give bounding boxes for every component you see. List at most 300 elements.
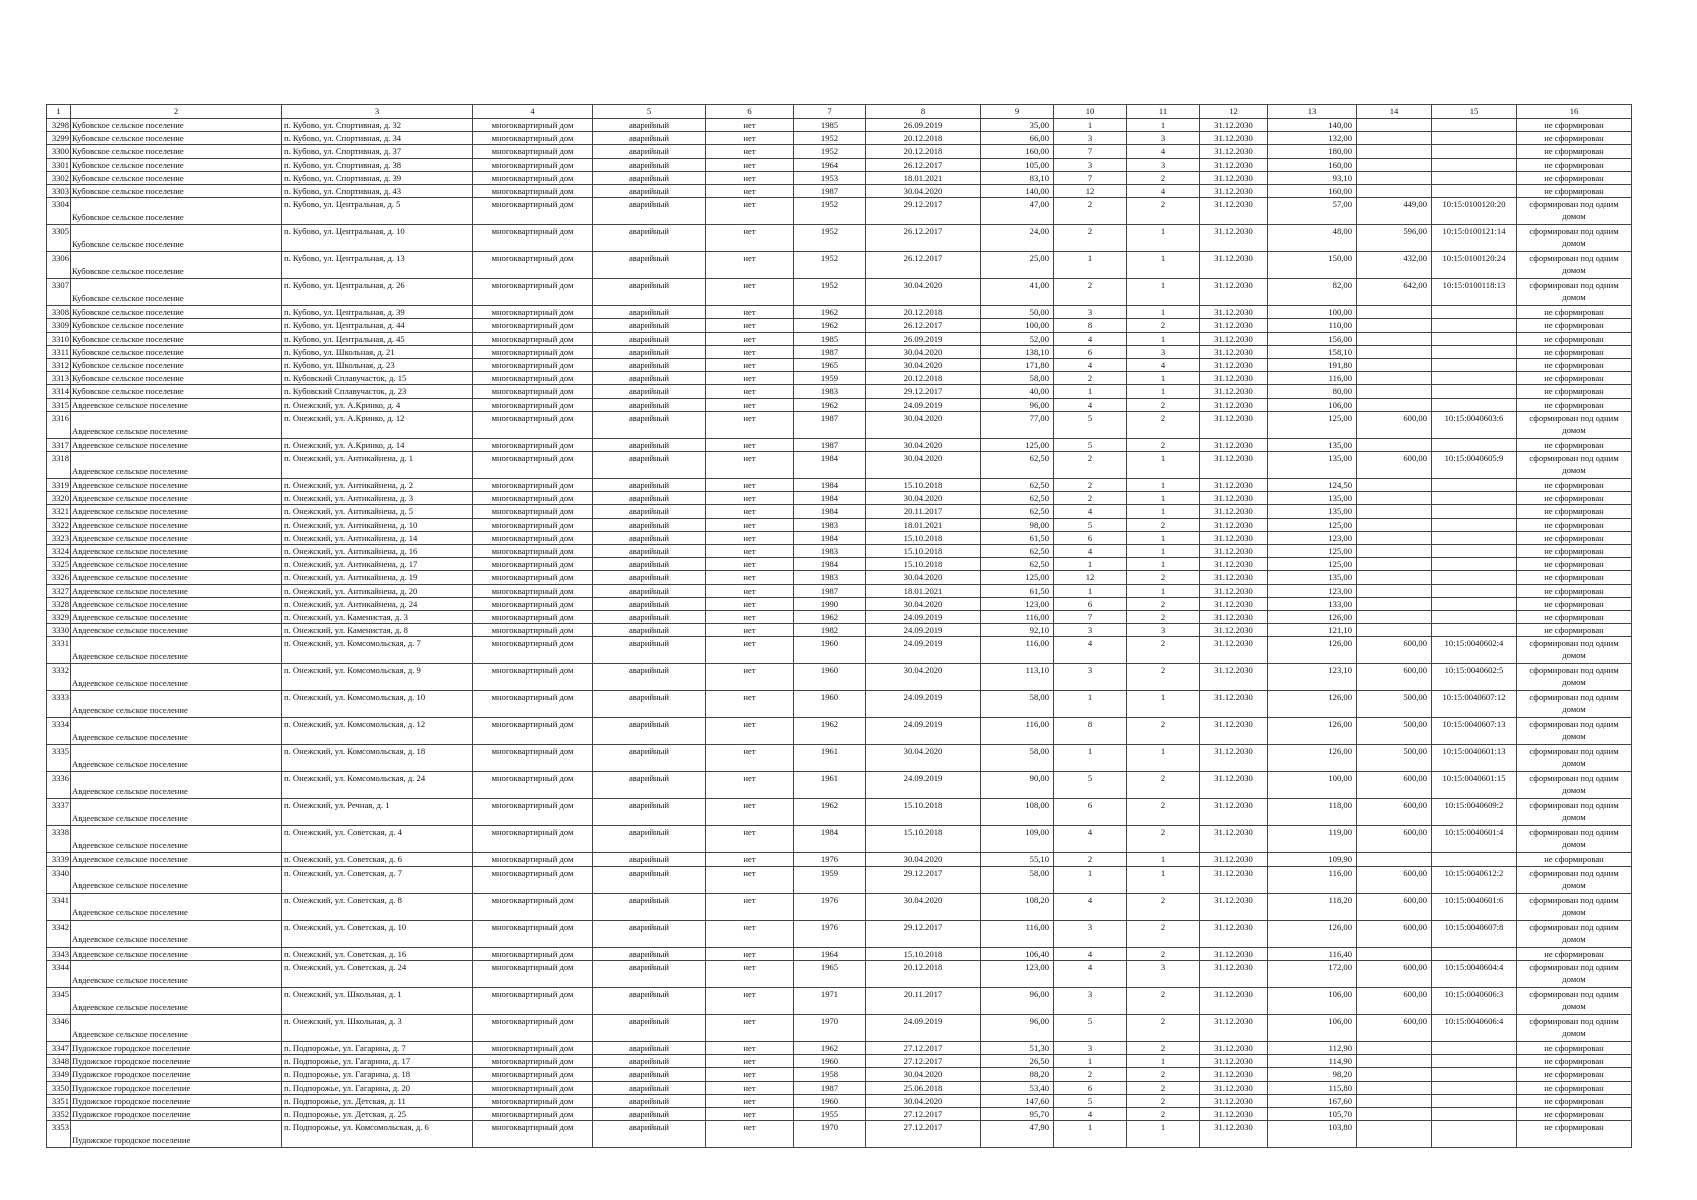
cell-cadastral-number: 10:15:0100120:24 [1432,252,1517,279]
cell-land-status: не сформирован [1517,171,1632,184]
cell-total-area: 126,00 [1268,745,1357,772]
cell-cadastral-number: 10:15:0040607:13 [1432,718,1517,745]
cell-flag: нет [706,1055,794,1068]
table-row [47,691,1632,718]
cell-condition: аварийный [593,345,706,358]
cell-building-type: многоквартирный дом [473,1014,593,1041]
cell-residents: 4 [1054,398,1127,411]
cell-residents: 4 [1054,637,1127,664]
cell-apartments: 3 [1127,158,1200,171]
cell-settlement: Авдеевское сельское поселение [71,492,282,505]
cell-deadline: 31.12.2030 [1200,411,1268,438]
cell-address: п. Онежский, ул. Школьная, д. 1 [282,987,473,1014]
cell-land-status: не сформирован [1517,853,1632,866]
cell-condition: аварийный [593,1041,706,1054]
cell-building-type: многоквартирный дом [473,359,593,372]
cell-condition: аварийный [593,772,706,799]
cell-land-status: не сформирован [1517,132,1632,145]
cell-date: 15.10.2018 [866,826,981,853]
cell-building-type: многоквартирный дом [473,637,593,664]
cell-building-type: многоквартирный дом [473,198,593,225]
cell-row-number: 3313 [47,372,71,385]
cell-residents: 3 [1054,158,1127,171]
table-row [47,492,1632,505]
cell-apartments: 2 [1127,718,1200,745]
cell-land-status: не сформирован [1517,1041,1632,1054]
cell-condition: аварийный [593,1121,706,1148]
cell-settlement: Пудожское городское поселение [71,1107,282,1120]
cell-cadastral-number [1432,385,1517,398]
cell-address: п. Подпорожье, ул. Детская, д. 11 [282,1094,473,1107]
cell-address: п. Подпорожье, ул. Гагарина, д. 7 [282,1041,473,1054]
cell-land-status: не сформирован [1517,145,1632,158]
cell-total-area: 57,00 [1268,198,1357,225]
cell-flag: нет [706,171,794,184]
cell-address: п. Кубово, ул. Школьная, д. 23 [282,359,473,372]
cell-land-area [1357,505,1432,518]
cell-total-area: 191,80 [1268,359,1357,372]
cell-condition: аварийный [593,1094,706,1107]
cell-row-number: 3316 [47,411,71,438]
table-row [47,332,1632,345]
table-row [47,279,1632,306]
cell-building-type: многоквартирный дом [473,332,593,345]
cell-deadline: 31.12.2030 [1200,531,1268,544]
cell-year: 1960 [794,1094,866,1107]
cell-area: 58,00 [981,691,1054,718]
cell-settlement: Кубовское сельское поселение [71,279,282,306]
cell-land-status: сформирован под одним домом [1517,745,1632,772]
cell-residents: 1 [1054,385,1127,398]
cell-area: 50,00 [981,306,1054,319]
cell-condition: аварийный [593,332,706,345]
cell-cadastral-number [1432,119,1517,132]
cell-total-area: 125,00 [1268,558,1357,571]
cell-land-area: 600,00 [1357,987,1432,1014]
cell-apartments: 3 [1127,960,1200,987]
table-row [47,960,1632,987]
cell-total-area: 98,20 [1268,1068,1357,1081]
cell-date: 30.04.2020 [866,279,981,306]
cell-year: 1960 [794,664,866,691]
cell-condition: аварийный [593,145,706,158]
cell-date: 29.12.2017 [866,198,981,225]
cell-total-area: 118,00 [1268,799,1357,826]
cell-address: п. Подпорожье, ул. Детская, д. 25 [282,1107,473,1120]
cell-deadline: 31.12.2030 [1200,947,1268,960]
cell-land-area [1357,531,1432,544]
cell-flag: нет [706,1081,794,1094]
cell-area: 116,00 [981,611,1054,624]
cell-address: п. Кубово, ул. Спортивная, д. 37 [282,145,473,158]
cell-settlement: Кубовское сельское поселение [71,171,282,184]
cell-flag: нет [706,1121,794,1148]
cell-deadline: 31.12.2030 [1200,372,1268,385]
table-row [47,158,1632,171]
table-row [47,185,1632,198]
cell-building-type: многоквартирный дом [473,799,593,826]
cell-date: 18.01.2021 [866,171,981,184]
cell-apartments: 2 [1127,637,1200,664]
cell-condition: аварийный [593,198,706,225]
cell-building-type: многоквартирный дом [473,492,593,505]
cell-deadline: 31.12.2030 [1200,452,1268,479]
cell-cadastral-number [1432,1121,1517,1148]
cell-flag: нет [706,252,794,279]
cell-area: 55,10 [981,853,1054,866]
cell-address: п. Онежский, ул. Антикайнена, д. 19 [282,571,473,584]
cell-total-area: 100,00 [1268,772,1357,799]
cell-land-area [1357,145,1432,158]
cell-building-type: многоквартирный дом [473,1121,593,1148]
cell-apartments: 2 [1127,987,1200,1014]
cell-settlement: Пудожское городское поселение [71,1068,282,1081]
cell-land-area [1357,1081,1432,1094]
cell-row-number: 3321 [47,505,71,518]
cell-apartments: 2 [1127,1014,1200,1041]
cell-address: п. Кубово, ул. Центральная, д. 39 [282,306,473,319]
cell-flag: нет [706,319,794,332]
cell-land-status: сформирован под одним домом [1517,718,1632,745]
cell-land-status: не сформирован [1517,531,1632,544]
cell-building-type: многоквартирный дом [473,306,593,319]
cell-residents: 6 [1054,597,1127,610]
cell-building-type: многоквартирный дом [473,279,593,306]
cell-row-number: 3330 [47,624,71,637]
cell-flag: нет [706,718,794,745]
cell-year: 1953 [794,171,866,184]
cell-area: 88,20 [981,1068,1054,1081]
cell-cadastral-number [1432,853,1517,866]
cell-land-area [1357,332,1432,345]
cell-row-number: 3352 [47,1107,71,1120]
cell-date: 15.10.2018 [866,558,981,571]
cell-apartments: 1 [1127,853,1200,866]
cell-apartments: 2 [1127,597,1200,610]
cell-settlement: Кубовское сельское поселение [71,185,282,198]
cell-address: п. Подпорожье, ул. Гагарина, д. 17 [282,1055,473,1068]
cell-year: 1984 [794,558,866,571]
table-row [47,772,1632,799]
cell-area: 100,00 [981,319,1054,332]
cell-area: 41,00 [981,279,1054,306]
cell-residents: 1 [1054,691,1127,718]
cell-apartments: 3 [1127,624,1200,637]
table-row [47,745,1632,772]
cell-building-type: многоквартирный дом [473,225,593,252]
cell-address: п. Онежский, ул. Советская, д. 16 [282,947,473,960]
cell-total-area: 93,10 [1268,171,1357,184]
cell-cadastral-number: 10:15:0040601:4 [1432,826,1517,853]
cell-flag: нет [706,1041,794,1054]
cell-area: 66,00 [981,132,1054,145]
cell-date: 20.12.2018 [866,960,981,987]
cell-address: п. Онежский, ул. Речная, д. 1 [282,799,473,826]
cell-total-area: 123,00 [1268,531,1357,544]
cell-deadline: 31.12.2030 [1200,1068,1268,1081]
cell-residents: 4 [1054,826,1127,853]
cell-land-status: сформирован под одним домом [1517,411,1632,438]
cell-year: 1984 [794,479,866,492]
cell-building-type: многоквартирный дом [473,772,593,799]
cell-area: 62,50 [981,558,1054,571]
cell-flag: нет [706,158,794,171]
cell-building-type: многоквартирный дом [473,372,593,385]
cell-land-status: не сформирован [1517,1081,1632,1094]
cell-land-status: сформирован под одним домом [1517,799,1632,826]
cell-settlement: Пудожское городское поселение [71,1094,282,1107]
cell-area: 96,00 [981,987,1054,1014]
cell-year: 1960 [794,637,866,664]
cell-area: 108,00 [981,799,1054,826]
cell-row-number: 3344 [47,960,71,987]
cell-total-area: 140,00 [1268,119,1357,132]
cell-building-type: многоквартирный дом [473,319,593,332]
cell-address: п. Кубово, ул. Спортивная, д. 39 [282,171,473,184]
cell-deadline: 31.12.2030 [1200,1041,1268,1054]
cell-land-status: сформирован под одним домом [1517,225,1632,252]
table-row [47,597,1632,610]
cell-apartments: 2 [1127,1107,1200,1120]
cell-settlement: Кубовское сельское поселение [71,359,282,372]
cell-land-status: не сформирован [1517,398,1632,411]
cell-settlement: Кубовское сельское поселение [71,372,282,385]
cell-building-type: многоквартирный дом [473,252,593,279]
cell-deadline: 31.12.2030 [1200,691,1268,718]
cell-apartments: 2 [1127,438,1200,451]
cell-date: 25.06.2018 [866,1081,981,1094]
cell-building-type: многоквартирный дом [473,624,593,637]
cell-address: п. Кубово, ул. Центральная, д. 44 [282,319,473,332]
cell-deadline: 31.12.2030 [1200,1055,1268,1068]
cell-year: 1962 [794,799,866,826]
cell-land-area [1357,345,1432,358]
cell-settlement: Кубовское сельское поселение [71,225,282,252]
cell-cadastral-number: 10:15:0040601:15 [1432,772,1517,799]
cell-land-status: не сформирован [1517,518,1632,531]
cell-apartments: 2 [1127,1041,1200,1054]
cell-land-area [1357,119,1432,132]
cell-flag: нет [706,947,794,960]
cell-row-number: 3311 [47,345,71,358]
cell-building-type: многоквартирный дом [473,960,593,987]
cell-settlement: Авдеевское сельское поселение [71,866,282,893]
cell-cadastral-number [1432,558,1517,571]
cell-land-status: сформирован под одним домом [1517,826,1632,853]
cell-building-type: многоквартирный дом [473,558,593,571]
cell-date: 26.09.2019 [866,332,981,345]
cell-residents: 8 [1054,718,1127,745]
cell-land-area [1357,359,1432,372]
cell-area: 47,00 [981,198,1054,225]
cell-year: 1982 [794,624,866,637]
cell-condition: аварийный [593,947,706,960]
cell-total-area: 135,00 [1268,452,1357,479]
cell-settlement: Кубовское сельское поселение [71,145,282,158]
cell-flag: нет [706,584,794,597]
cell-condition: аварийный [593,158,706,171]
header-col-6: 6 [706,105,794,119]
cell-land-status: не сформирован [1517,319,1632,332]
cell-year: 1976 [794,853,866,866]
cell-building-type: многоквартирный дом [473,1081,593,1094]
cell-apartments: 2 [1127,571,1200,584]
cell-residents: 2 [1054,225,1127,252]
cell-date: 30.04.2020 [866,452,981,479]
table-row [47,853,1632,866]
cell-flag: нет [706,185,794,198]
cell-settlement: Авдеевское сельское поселение [71,531,282,544]
cell-row-number: 3320 [47,492,71,505]
cell-flag: нет [706,479,794,492]
table-row [47,1014,1632,1041]
cell-apartments: 2 [1127,611,1200,624]
cell-land-status: сформирован под одним домом [1517,772,1632,799]
cell-settlement: Авдеевское сельское поселение [71,398,282,411]
cell-condition: аварийный [593,1081,706,1094]
cell-address: п. Онежский, ул. Антикайнена, д. 20 [282,584,473,597]
cell-date: 27.12.2017 [866,1107,981,1120]
cell-row-number: 3343 [47,947,71,960]
cell-residents: 2 [1054,1068,1127,1081]
cell-total-area: 156,00 [1268,332,1357,345]
cell-flag: нет [706,1014,794,1041]
table-row [47,826,1632,853]
cell-land-area [1357,545,1432,558]
cell-year: 1962 [794,611,866,624]
cell-residents: 7 [1054,171,1127,184]
cell-cadastral-number: 10:15:0040607:8 [1432,920,1517,947]
cell-land-area [1357,492,1432,505]
cell-cadastral-number: 10:15:0100120:20 [1432,198,1517,225]
cell-settlement: Авдеевское сельское поселение [71,597,282,610]
cell-residents: 5 [1054,772,1127,799]
cell-row-number: 3305 [47,225,71,252]
cell-year: 1959 [794,372,866,385]
cell-residents: 2 [1054,492,1127,505]
cell-settlement: Кубовское сельское поселение [71,319,282,332]
cell-total-area: 119,00 [1268,826,1357,853]
table-row [47,359,1632,372]
cell-condition: аварийный [593,185,706,198]
cell-residents: 3 [1054,664,1127,691]
cell-apartments: 1 [1127,584,1200,597]
cell-cadastral-number [1432,332,1517,345]
cell-address: п. Подпорожье, ул. Комсомольская, д. 6 [282,1121,473,1148]
cell-condition: аварийный [593,960,706,987]
cell-row-number: 3337 [47,799,71,826]
cell-flag: нет [706,624,794,637]
cell-land-area [1357,558,1432,571]
cell-cadastral-number: 10:15:0040605:9 [1432,452,1517,479]
cell-condition: аварийный [593,372,706,385]
cell-year: 1983 [794,571,866,584]
cell-flag: нет [706,664,794,691]
cell-land-status: сформирован под одним домом [1517,893,1632,920]
cell-settlement: Кубовское сельское поселение [71,119,282,132]
cell-flag: нет [706,372,794,385]
cell-row-number: 3329 [47,611,71,624]
cell-building-type: многоквартирный дом [473,398,593,411]
cell-area: 92,10 [981,624,1054,637]
cell-deadline: 31.12.2030 [1200,479,1268,492]
cell-settlement: Авдеевское сельское поселение [71,584,282,597]
header-col-2: 2 [71,105,282,119]
cell-residents: 4 [1054,960,1127,987]
table-row [47,1041,1632,1054]
cell-condition: аварийный [593,492,706,505]
table-row [47,920,1632,947]
cell-building-type: многоквартирный дом [473,893,593,920]
table-row [47,438,1632,451]
cell-row-number: 3351 [47,1094,71,1107]
cell-total-area: 116,40 [1268,947,1357,960]
cell-cadastral-number: 10:15:0040604:4 [1432,960,1517,987]
cell-settlement: Авдеевское сельское поселение [71,853,282,866]
cell-flag: нет [706,691,794,718]
cell-settlement: Авдеевское сельское поселение [71,772,282,799]
cell-flag: нет [706,492,794,505]
cell-cadastral-number [1432,345,1517,358]
cell-condition: аварийный [593,132,706,145]
cell-row-number: 3307 [47,279,71,306]
cell-land-area: 600,00 [1357,893,1432,920]
cell-address: п. Кубово, ул. Центральная, д. 45 [282,332,473,345]
cell-total-area: 103,80 [1268,1121,1357,1148]
cell-residents: 3 [1054,624,1127,637]
cell-deadline: 31.12.2030 [1200,398,1268,411]
cell-land-status: не сформирован [1517,947,1632,960]
cell-cadastral-number [1432,319,1517,332]
cell-date: 24.09.2019 [866,772,981,799]
cell-flag: нет [706,597,794,610]
cell-building-type: многоквартирный дом [473,611,593,624]
cell-row-number: 3298 [47,119,71,132]
cell-apartments: 1 [1127,225,1200,252]
cell-date: 30.04.2020 [866,893,981,920]
cell-year: 1987 [794,1081,866,1094]
cell-land-status: сформирован под одним домом [1517,1014,1632,1041]
cell-date: 27.12.2017 [866,1121,981,1148]
table-row [47,558,1632,571]
cell-residents: 2 [1054,452,1127,479]
cell-land-area: 432,00 [1357,252,1432,279]
cell-land-status: сформирован под одним домом [1517,452,1632,479]
cell-flag: нет [706,745,794,772]
cell-total-area: 106,00 [1268,1014,1357,1041]
cell-settlement: Кубовское сельское поселение [71,252,282,279]
cell-row-number: 3324 [47,545,71,558]
cell-condition: аварийный [593,826,706,853]
cell-settlement: Авдеевское сельское поселение [71,664,282,691]
header-col-11: 11 [1127,105,1200,119]
cell-settlement: Авдеевское сельское поселение [71,505,282,518]
cell-year: 1952 [794,225,866,252]
cell-row-number: 3334 [47,718,71,745]
cell-deadline: 31.12.2030 [1200,826,1268,853]
cell-land-area [1357,1068,1432,1081]
cell-condition: аварийный [593,505,706,518]
cell-settlement: Авдеевское сельское поселение [71,987,282,1014]
table-row [47,398,1632,411]
cell-settlement: Пудожское городское поселение [71,1055,282,1068]
cell-apartments: 2 [1127,1081,1200,1094]
cell-residents: 6 [1054,1081,1127,1094]
cell-cadastral-number [1432,505,1517,518]
cell-date: 24.09.2019 [866,637,981,664]
cell-year: 1965 [794,960,866,987]
cell-deadline: 31.12.2030 [1200,171,1268,184]
